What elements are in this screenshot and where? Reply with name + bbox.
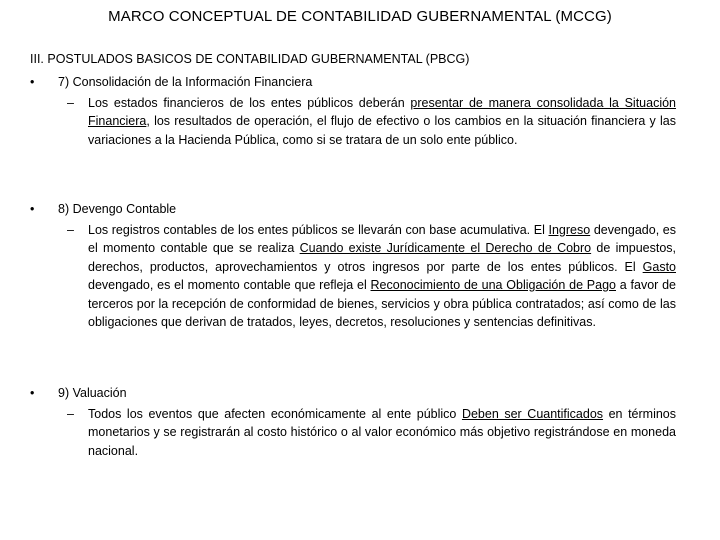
underlined-text: Cuando existe Jurídicamente el Derecho de Cobro <box>299 241 592 256</box>
underlined-text: Deben ser Cuantificados <box>461 407 604 421</box>
paragraph-text: , los resultados de operación, el flujo de efectivo o los cambios en la situación financiera y las variaciones a la Hacienda Pública, como si se tratara de un solo ente público. <box>88 114 676 147</box>
postulate-item-valuacion <box>30 383 680 460</box>
paragraph-text: de impuestos, derechos, productos, aprovechamientos y otros ingresos por parte de los entes públicos. El <box>88 241 677 274</box>
item-heading: 7) Consolidación de la Información Financiera <box>58 75 313 89</box>
postulate-item-consolidacion <box>30 72 680 149</box>
item-paragraph <box>88 94 676 149</box>
paragraph-text: Todos los eventos que afecten económicamente al ente público <box>88 407 462 421</box>
bullet-icon: • <box>30 386 35 400</box>
paragraph-text: en términos monetarios y se registrarán al costo histórico o al valor económico más objetivo registrándose en moneda nacional. <box>88 407 677 458</box>
underlined-text: Gasto <box>642 259 676 274</box>
paragraph-text: Los estados financieros de los entes públicos deberán <box>88 96 411 110</box>
item-heading: 9) Valuación <box>58 386 127 400</box>
underlined-text: Ingreso <box>548 223 591 237</box>
underlined-text: Reconocimiento de una Obligación de Pago <box>370 278 616 293</box>
dash-icon: – <box>67 407 74 421</box>
paragraph-text: devengado, es el momento contable que refleja el <box>88 278 371 293</box>
page-title: MARCO CONCEPTUAL DE CONTABILIDAD GUBERNAMENTAL (MCCG) <box>108 8 612 25</box>
paragraph-text: devengado, es el momento contable que se realiza <box>88 223 676 256</box>
paragraph-text: a favor de terceros por la recepción de conformidad de bienes, servicios y obra pública contratados; así como de las obligaciones que derivan de tratados, leyes, decretos, resoluciones y sentencias definitivas. <box>88 278 676 330</box>
paragraph-text: Los registros contables de los entes públicos se llevarán con base acumulativa. El <box>88 223 549 237</box>
section-heading: III. POSTULADOS BASICOS DE CONTABILIDAD GUBERNAMENTAL (PBCG) <box>30 52 470 66</box>
item-paragraph <box>88 405 676 460</box>
dash-icon: – <box>67 223 74 237</box>
underlined-text: presentar de manera consolidada la Situación Financiera <box>88 96 677 129</box>
bullet-icon: • <box>30 202 35 216</box>
postulate-item-devengo <box>30 199 680 331</box>
bullet-icon: • <box>30 75 35 89</box>
item-paragraph <box>88 221 676 331</box>
dash-icon: – <box>67 96 74 110</box>
item-heading: 8) Devengo Contable <box>58 202 177 216</box>
